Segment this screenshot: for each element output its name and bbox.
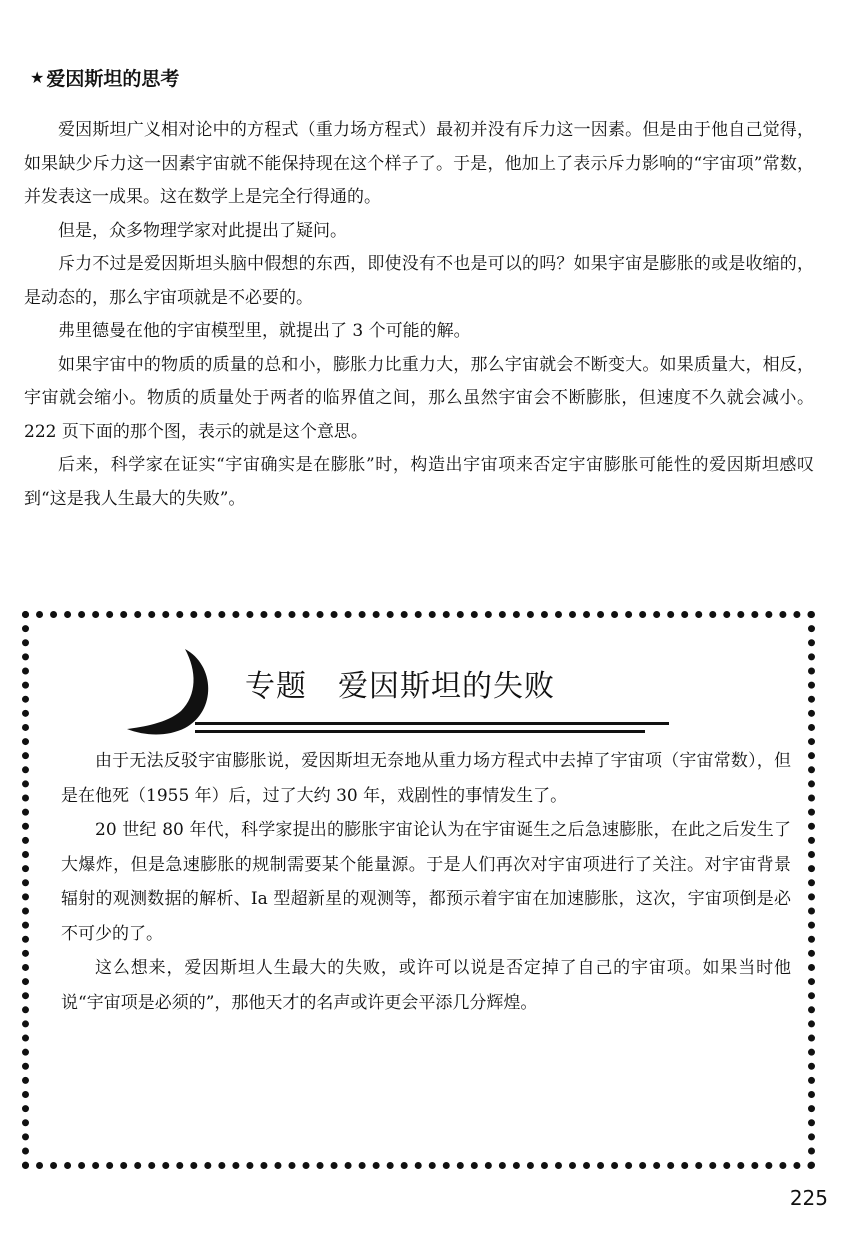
main-paragraph: 爱因斯坦广义相对论中的方程式（重力场方程式）最初并没有斥力这一因素。但是由于他自己觉得，如果缺少斥力这一因素宇宙就不能保持现在这个样子了。于是，他加上了表示斥力影响的“宇宙项”常数，并发表这一成果。这在数学上是完全行得通的。 [24, 120, 814, 207]
main-paragraph: 但是，众多物理学家对此提出了疑问。 [58, 220, 347, 241]
main-paragraph: 后来，科学家在证实“宇宙确实是在膨胀”时，构造出宇宙项来否定宇宙膨胀可能性的爱因斯坦感叹到“这是我人生最大的失败”。 [24, 455, 814, 509]
title-underline [195, 730, 645, 733]
title-underline [195, 722, 669, 725]
topic-box [22, 611, 815, 1169]
topic-body [61, 744, 791, 1020]
star-icon: ★ [30, 67, 45, 87]
section-heading [30, 64, 179, 91]
topic-paragraph: 这么想来，爱因斯坦人生最大的失败，或许可以说是否定掉了自己的宇宙项。如果当时他说“宇宙项是必须的”，那他天才的名声或许更会平添几分辉煌。 [61, 958, 791, 1013]
topic-paragraph: 由于无法反驳宇宙膨胀说，爱因斯坦无奈地从重力场方程式中去掉了宇宙项（宇宙常数），但是在他死（1955 年）后，过了大约 30 年，戏剧性的事情发生了。 [61, 751, 791, 806]
topic-header [123, 643, 683, 743]
main-paragraph: 弗里德曼在他的宇宙模型里，就提出了 3 个可能的解。 [58, 321, 471, 341]
topic-paragraph: 20 世纪 80 年代，科学家提出的膨胀宇宙论认为在宇宙诞生之后急速膨胀，在此之后发生了大爆炸，但是急速膨胀的规制需要某个能量源。于是人们再次对宇宙项进行了关注。对宇宙背景辐射的观测数据的解析、Ia 型超新星的观测等，都预示着宇宙在加速膨胀，这次，宇宙项倒是必不可少的了。 [61, 820, 791, 944]
main-paragraph: 斥力不过是爱因斯坦头脑中假想的东西，即使没有不也是可以的吗？如果宇宙是膨胀的或是收缩的，是动态的，那么宇宙项就是不必要的。 [24, 254, 814, 308]
moon-icon [123, 643, 253, 743]
main-paragraph: 如果宇宙中的物质的质量的总和小，膨胀力比重力大，那么宇宙就会不断变大。如果质量大，相反，宇宙就会缩小。物质的质量处于两者的临界值之间，那么虽然宇宙会不断膨胀，但速度不久就会减小。222 页下面的那个图，表示的就是这个意思。 [24, 354, 814, 442]
topic-title: 专题 爱因斯坦的失败 [245, 669, 555, 704]
main-article [24, 114, 814, 516]
section-heading-title: 爱因斯坦的思考 [46, 68, 180, 90]
page-number: 225 [789, 1186, 828, 1210]
